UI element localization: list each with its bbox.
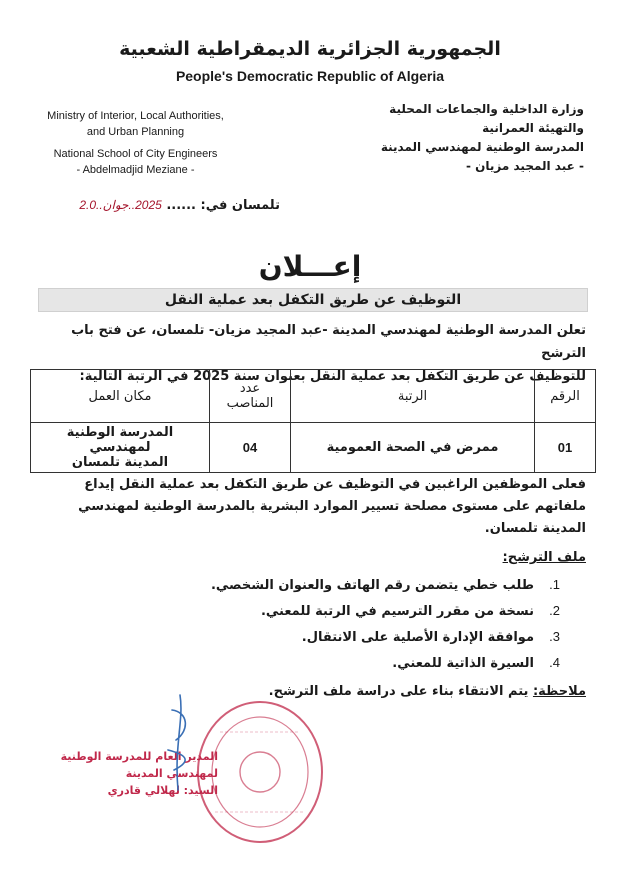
signature-line-3: السيد: لهلالي قادري [107, 784, 218, 797]
item-number: 1. [549, 577, 560, 592]
signature-line-1: المدير العام للمدرسة الوطنية [60, 750, 218, 763]
intro-line-2: للتوظيف عن طريق التكفل بعد عملية النقل بعنوان سنة 2025 في الرتبة التالية: [79, 369, 586, 384]
cell-workplace [31, 423, 210, 473]
ministry-name-english [28, 108, 243, 140]
dossier-list [140, 572, 560, 676]
school-ar-line-1: المدرسة الوطنية لمهندسي المدينة [380, 140, 584, 154]
ministry-line-2: and Urban Planning [86, 126, 185, 138]
ministry-ar-line-1: وزارة الداخلية والجماعات المحلية [389, 102, 584, 116]
dossier-title: ملف الترشح: [502, 550, 586, 565]
body-line-3: المدينة تلمسان. [484, 521, 586, 536]
date-label: تلمسان في: ...... [166, 198, 280, 213]
item-text: السيرة الذاتية للمعني. [392, 656, 534, 671]
item-number: 4. [549, 655, 560, 670]
item-text: موافقة الإدارة الأصلية على الانتقال. [301, 630, 534, 645]
item-number: 2. [549, 603, 560, 618]
body-line-2: ملفاتهم على مستوى مصلحة تسيير الموارد البشرية بالمدرسة الوطنية لمهندسي [78, 499, 586, 514]
school-line-1: National School of City Engineers [53, 148, 218, 160]
announcement-subject: التوظيف عن طريق التكفل بعد عملية النقل [38, 288, 588, 312]
announcement-title: إعـــلان [258, 250, 362, 283]
body-paragraph [21, 474, 586, 540]
official-stamp-icon [190, 692, 330, 852]
list-item [140, 572, 560, 598]
signature-line-2: لمهندسي المدينة [125, 767, 218, 780]
date-line [79, 198, 280, 213]
item-text: نسخة من مقرر الترسيم في الرتبة للمعني. [260, 604, 534, 619]
list-item [140, 650, 560, 676]
header-rank: الرتبة [291, 370, 535, 423]
ministry-line-1: Ministry of Interior, Local Authorities, [47, 110, 224, 122]
country-title-arabic: الجمهورية الجزائرية الديمقراطية الشعبية [119, 38, 501, 60]
cell-positions: 04 [210, 423, 291, 473]
date-value: 2025..جوان..2.0 [79, 198, 162, 212]
school-line-2: - Abdelmadjid Meziane - [76, 164, 195, 176]
note-label: ملاحظة: [532, 684, 586, 699]
ministry-ar-line-2: والتهيئة العمرانية [482, 121, 584, 135]
item-text: طلب خطي يتضمن رقم الهاتف والعنوان الشخصي. [210, 578, 534, 593]
school-ar-line-2: - عبد المجيد مزيان - [466, 159, 584, 173]
header-positions-line-2: المناصب [226, 396, 274, 411]
cell-workplace-line-1: المدرسة الوطنية لمهندسي [66, 425, 174, 455]
table-row [31, 423, 596, 473]
cell-num: 01 [535, 423, 596, 473]
item-number: 3. [549, 629, 560, 644]
body-line-1: فعلى الموظفين الراغبين في التوظيف عن طريق التكفل بعد عملية النقل إيداع [84, 477, 586, 492]
header-positions-line-1: عدد [239, 381, 261, 396]
list-item [140, 598, 560, 624]
table-header-row [31, 370, 596, 423]
cell-rank: ممرض في الصحة العمومية [291, 423, 535, 473]
header-positions [210, 370, 291, 423]
positions-table [30, 369, 596, 473]
list-item [140, 624, 560, 650]
school-name-english [28, 146, 243, 178]
header-workplace: مكان العمل [31, 370, 210, 423]
ministry-name-arabic [369, 100, 584, 176]
country-title-english: People's Democratic Republic of Algeria [175, 68, 445, 84]
header-num: الرقم [535, 370, 596, 423]
cell-workplace-line-2: المدينة تلمسان [71, 455, 169, 470]
note-text: يتم الانتقاء بناء على دراسة ملف الترشح. [268, 684, 529, 699]
intro-line-1: تعلن المدرسة الوطنية لمهندسي المدينة -عبد المجيد مزيان- تلمسان، عن فتح باب الترشح [71, 323, 586, 361]
